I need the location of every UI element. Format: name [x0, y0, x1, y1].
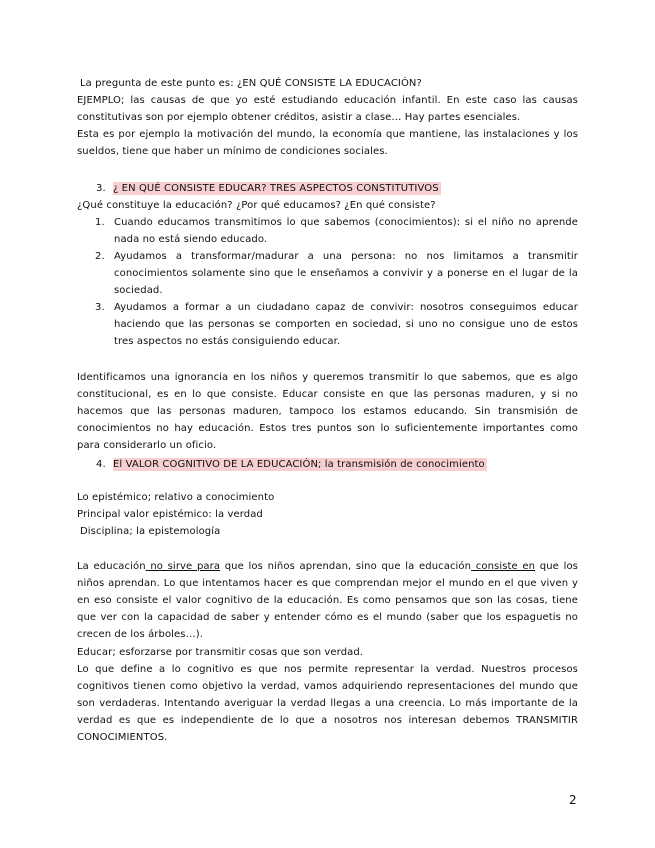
- section-3-title: ¿ EN QUÉ CONSISTE EDUCAR? TRES ASPECTOS CONSTITUTIVOS: [113, 183, 439, 194]
- section-4-title: El VALOR COGNITIVO DE LA EDUCACIÓN; la transmisión de conocimiento: [113, 459, 485, 470]
- intro-motivation: Esta es por ejemplo la motivación del mundo, la economía que mantiene, las instalaciones y los sueldos, tiene que haber un mínimo de condiciones sociales.: [77, 129, 578, 157]
- section-3-question: ¿Qué constituye la educación? ¿Por qué educamos? ¿En qué consiste?: [77, 200, 436, 211]
- section-4-paragraph-3: Lo que define a lo cognitivo es que nos permite representar la verdad. Nuestros procesos cognitivos tienen como objetivo la verdad, vamos adquiriendo representaciones del mundo que son verdaderas. Intentando averiguar la verdad llegas a una creencia. Lo más importante de la verdad es que es independiente de lo que a nosotros nos interesan debemos TRANSMITIR CONOCIMIENTOS.: [77, 664, 578, 743]
- intro-example: EJEMPLO; las causas de que yo esté estudiando educación infantil. En este caso las causas constitutivas son por ejemplo obtener créditos, asistir a clase… Hay partes esenciales.: [77, 95, 578, 123]
- section-3-list: [77, 214, 578, 350]
- definition-discipline: Disciplina; la epistemología: [80, 526, 221, 537]
- definition-truth: Principal valor epistémico: la verdad: [77, 509, 263, 520]
- section-3-number: 3.: [96, 183, 106, 194]
- list-item: 3. Ayudamos a formar a un ciudadano capaz de convivir: nosotros conseguimos educar haciendo que las personas se comporten en sociedad, si uno no consigue uno de estos tres aspectos no estás consiguiendo educar.: [95, 302, 578, 347]
- section-3-paragraph: Identificamos una ignorancia en los niños y queremos transmitir lo que sabemos, que es algo constitucional, es en lo que consiste. Educar consiste en que las personas maduren, y si no hacemos que las personas maduren, tampoco los estamos educando. Sin transmisión de conocimientos no hay educación. Estos tres puntos son lo suficientemente importantes como para considerarlo un oficio.: [77, 372, 578, 451]
- list-item: 2. Ayudamos a transformar/madurar a una persona: no nos limitamos a transmitir conocimientos solamente sino que le enseñamos a convivir y a ponerse en el lugar de la sociedad.: [95, 251, 578, 296]
- page-number: 2: [569, 793, 577, 807]
- section-4-paragraph-1: La educación no sirve para que los niños aprendan, sino que la educación consiste en que los niños aprendan. Lo que intentamos hacer es que comprendan mejor el mundo en el que viven y en eso consiste el valor cognitivo de la educación. Es como pensamos que son las cosas, tiene que ver con la capacidad de saber y entender cómo es el mundo (saber que los espaguetis no crecen de los árboles…).: [77, 561, 578, 640]
- list-item: 1. Cuando educamos transmitimos lo que sabemos (conocimientos): si el niño no aprende nada no está siendo educado.: [95, 217, 578, 245]
- section-4-heading: [96, 456, 487, 473]
- section-4-number: 4.: [96, 459, 106, 470]
- section-3-heading: [96, 180, 441, 197]
- section-4-paragraph-2: Educar; esforzarse por transmitir cosas que son verdad.: [77, 647, 364, 658]
- intro-question: La pregunta de este punto es: ¿EN QUÉ CONSISTE LA EDUCACIÓN?: [80, 78, 422, 89]
- definition-epistemic: Lo epistémico; relativo a conocimiento: [77, 492, 275, 503]
